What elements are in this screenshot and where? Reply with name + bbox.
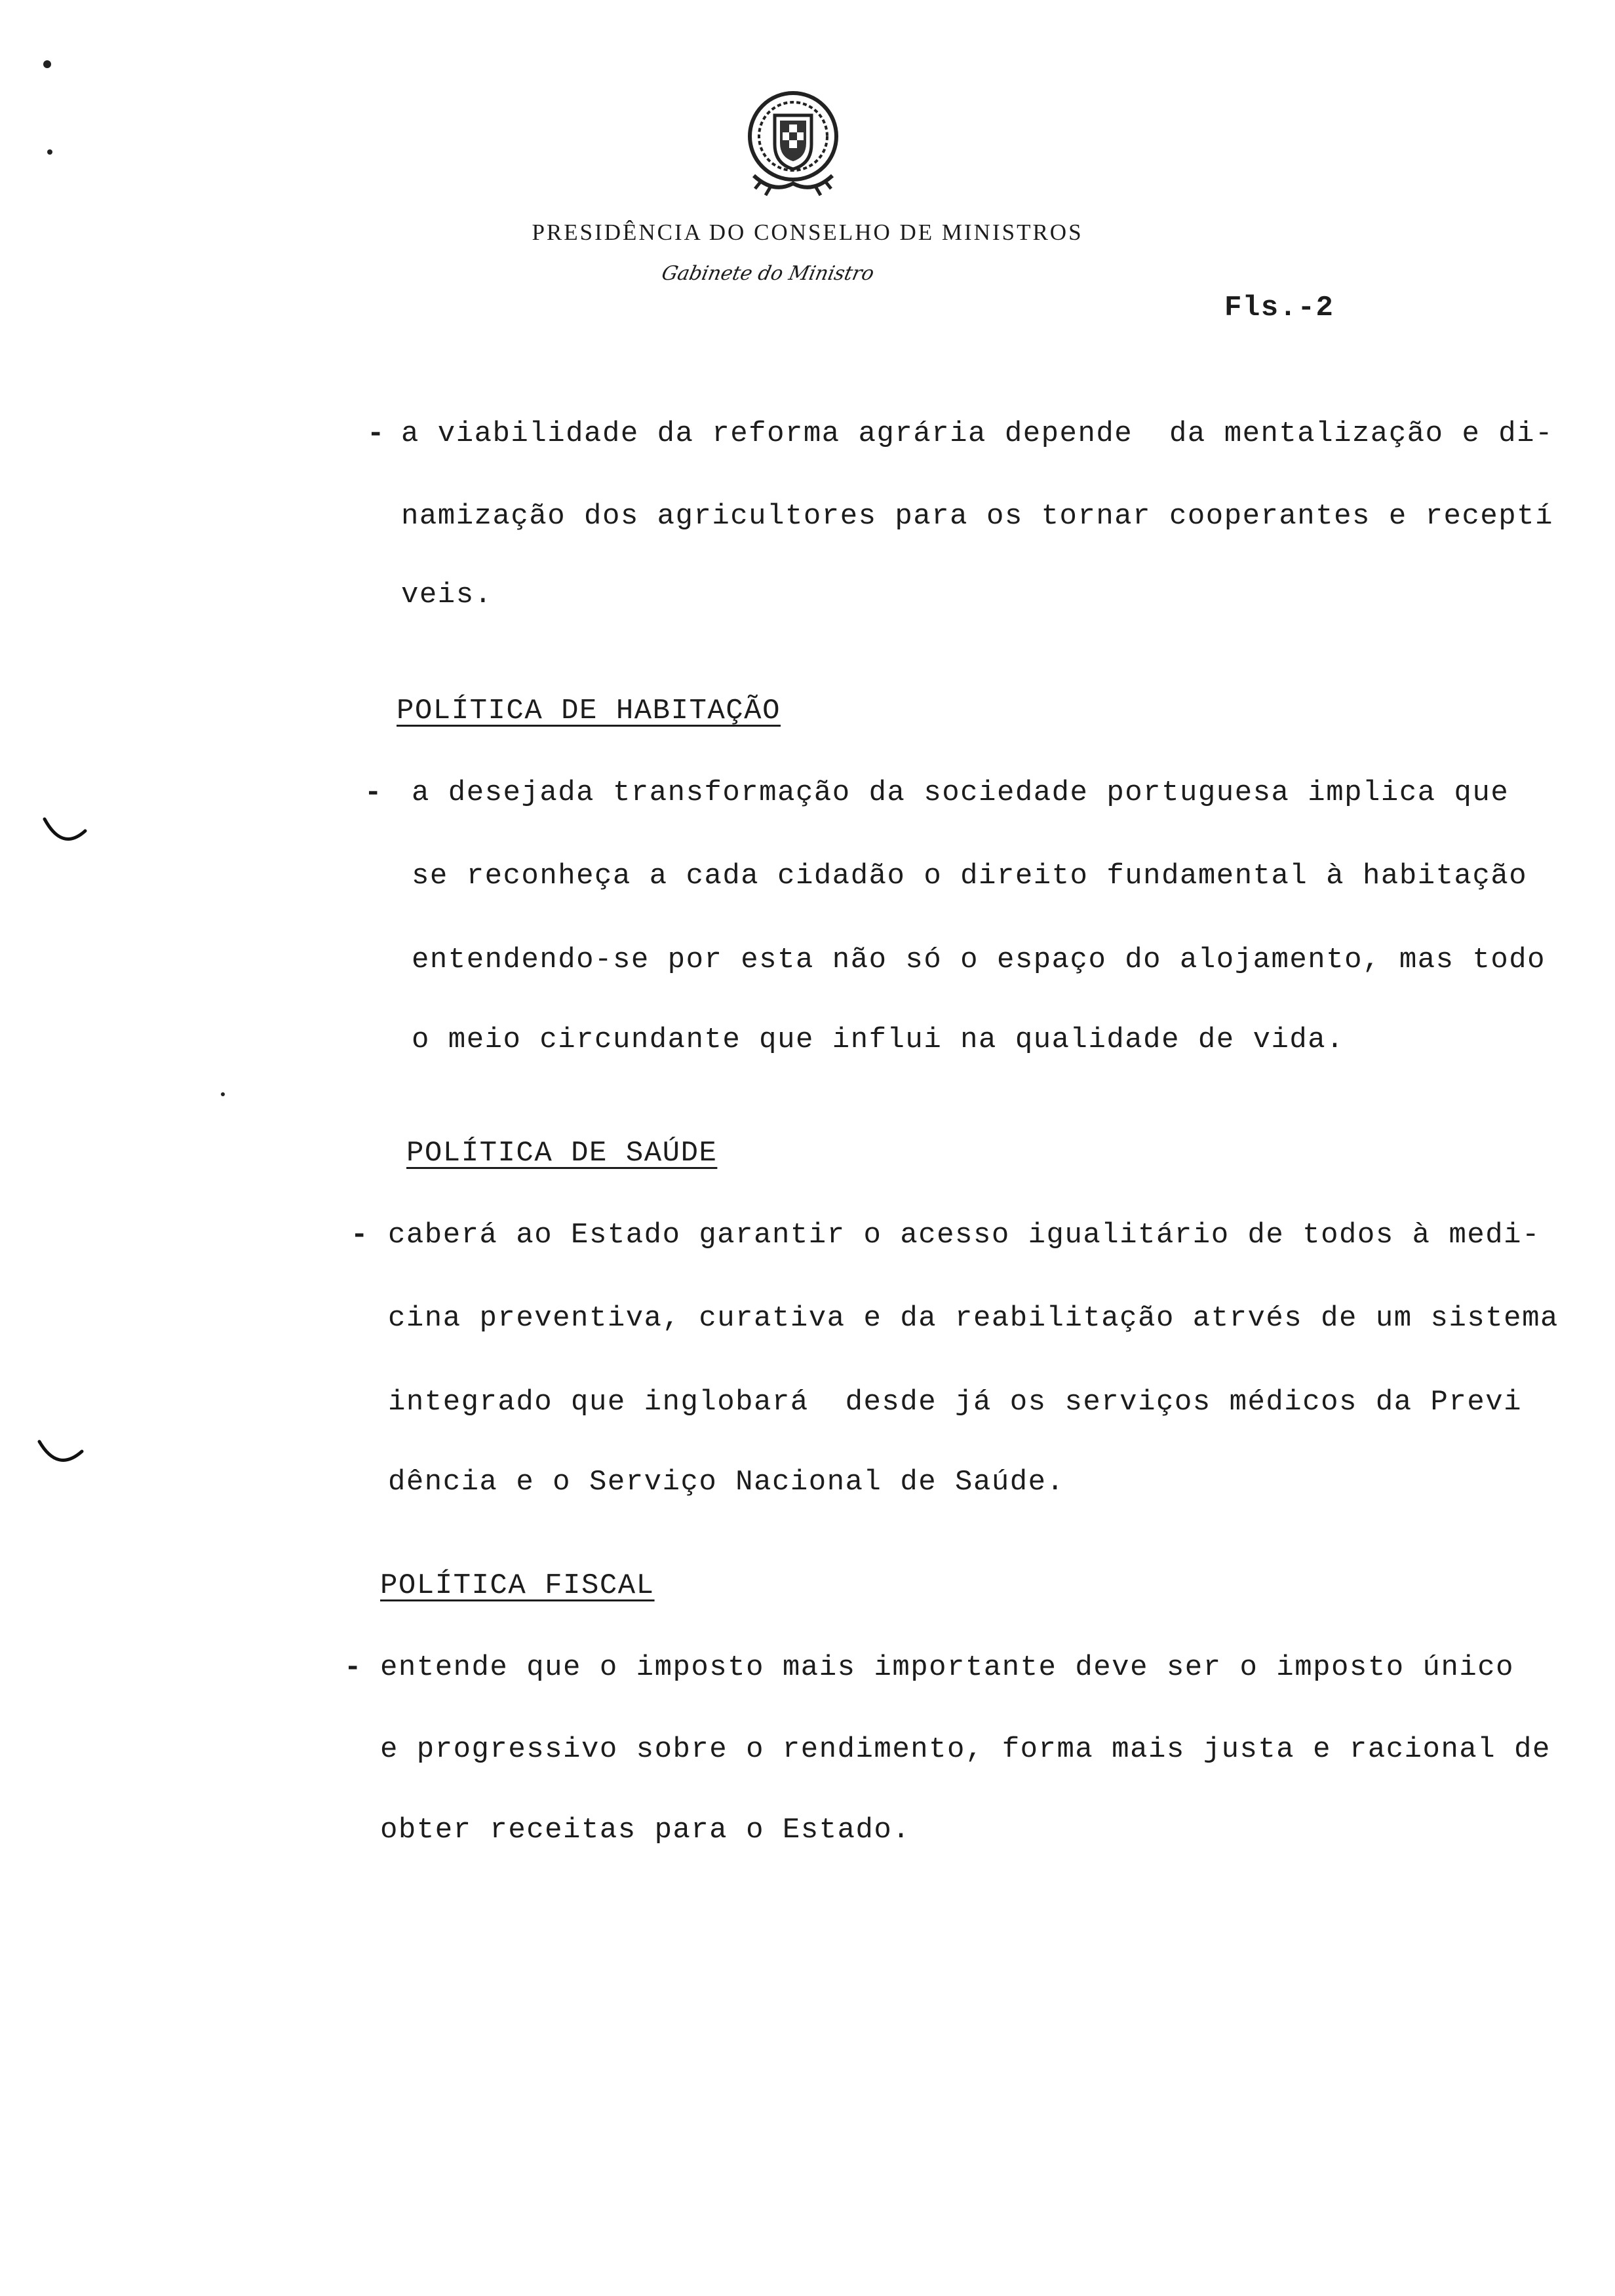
paragraph-line: a desejada transformação da sociedade portuguesa implica que (412, 776, 1509, 809)
speck (221, 1092, 225, 1096)
paragraph-line: veis. (401, 579, 493, 611)
bullet-dash: - (351, 1219, 369, 1252)
paragraph-line: se reconheça a cada cidadão o direito fundamental à habitação (412, 860, 1528, 892)
punch-mark (47, 149, 52, 155)
coat-of-arms-seal (734, 84, 852, 202)
paragraph-line: namização dos agricultores para os tornar cooperantes e receptí (401, 500, 1553, 533)
bullet-dash: - (344, 1651, 362, 1684)
paragraph-line: entende que o imposto mais importante deve ser o imposto único (380, 1651, 1515, 1684)
paragraph-line: entendendo-se por esta não só o espaço do alojamento, mas todo (412, 944, 1546, 976)
paragraph-line: dência e o Serviço Nacional de Saúde. (388, 1466, 1065, 1499)
paragraph-line: o meio circundante que influi na qualidade de vida. (412, 1024, 1345, 1056)
bullet-dash: - (367, 417, 385, 450)
section-heading-fiscal: POLÍTICA FISCAL (380, 1569, 655, 1602)
paragraph-line: obter receitas para o Estado. (380, 1814, 911, 1846)
punch-mark (43, 60, 51, 68)
margin-curve-mark (39, 1442, 82, 1460)
paragraph-line: e progressivo sobre o rendimento, forma mais justa e racional de (380, 1733, 1551, 1766)
paragraph-line: integrado que inglobará desde já os serviços médicos da Previ (388, 1386, 1523, 1419)
page-reference: Fls.-2 (1224, 292, 1334, 324)
paragraph-line: caberá ao Estado garantir o acesso igualitário de todos à medi- (388, 1219, 1540, 1252)
paragraph-line: a viabilidade da reforma agrária depende da mentalização e di- (401, 417, 1553, 450)
section-heading-saude: POLÍTICA DE SAÚDE (406, 1137, 718, 1170)
margin-curve-mark (45, 819, 85, 839)
institution-header: PRESIDÊNCIA DO CONSELHO DE MINISTROS (532, 220, 1083, 245)
bullet-dash: - (364, 776, 383, 809)
paragraph-line: cina preventiva, curativa e da reabilitação atrvés de um sistema (388, 1302, 1559, 1335)
office-signature-line: Gabinete do Ministro (659, 262, 876, 285)
section-heading-habitacao: POLÍTICA DE HABITAÇÃO (397, 695, 781, 727)
